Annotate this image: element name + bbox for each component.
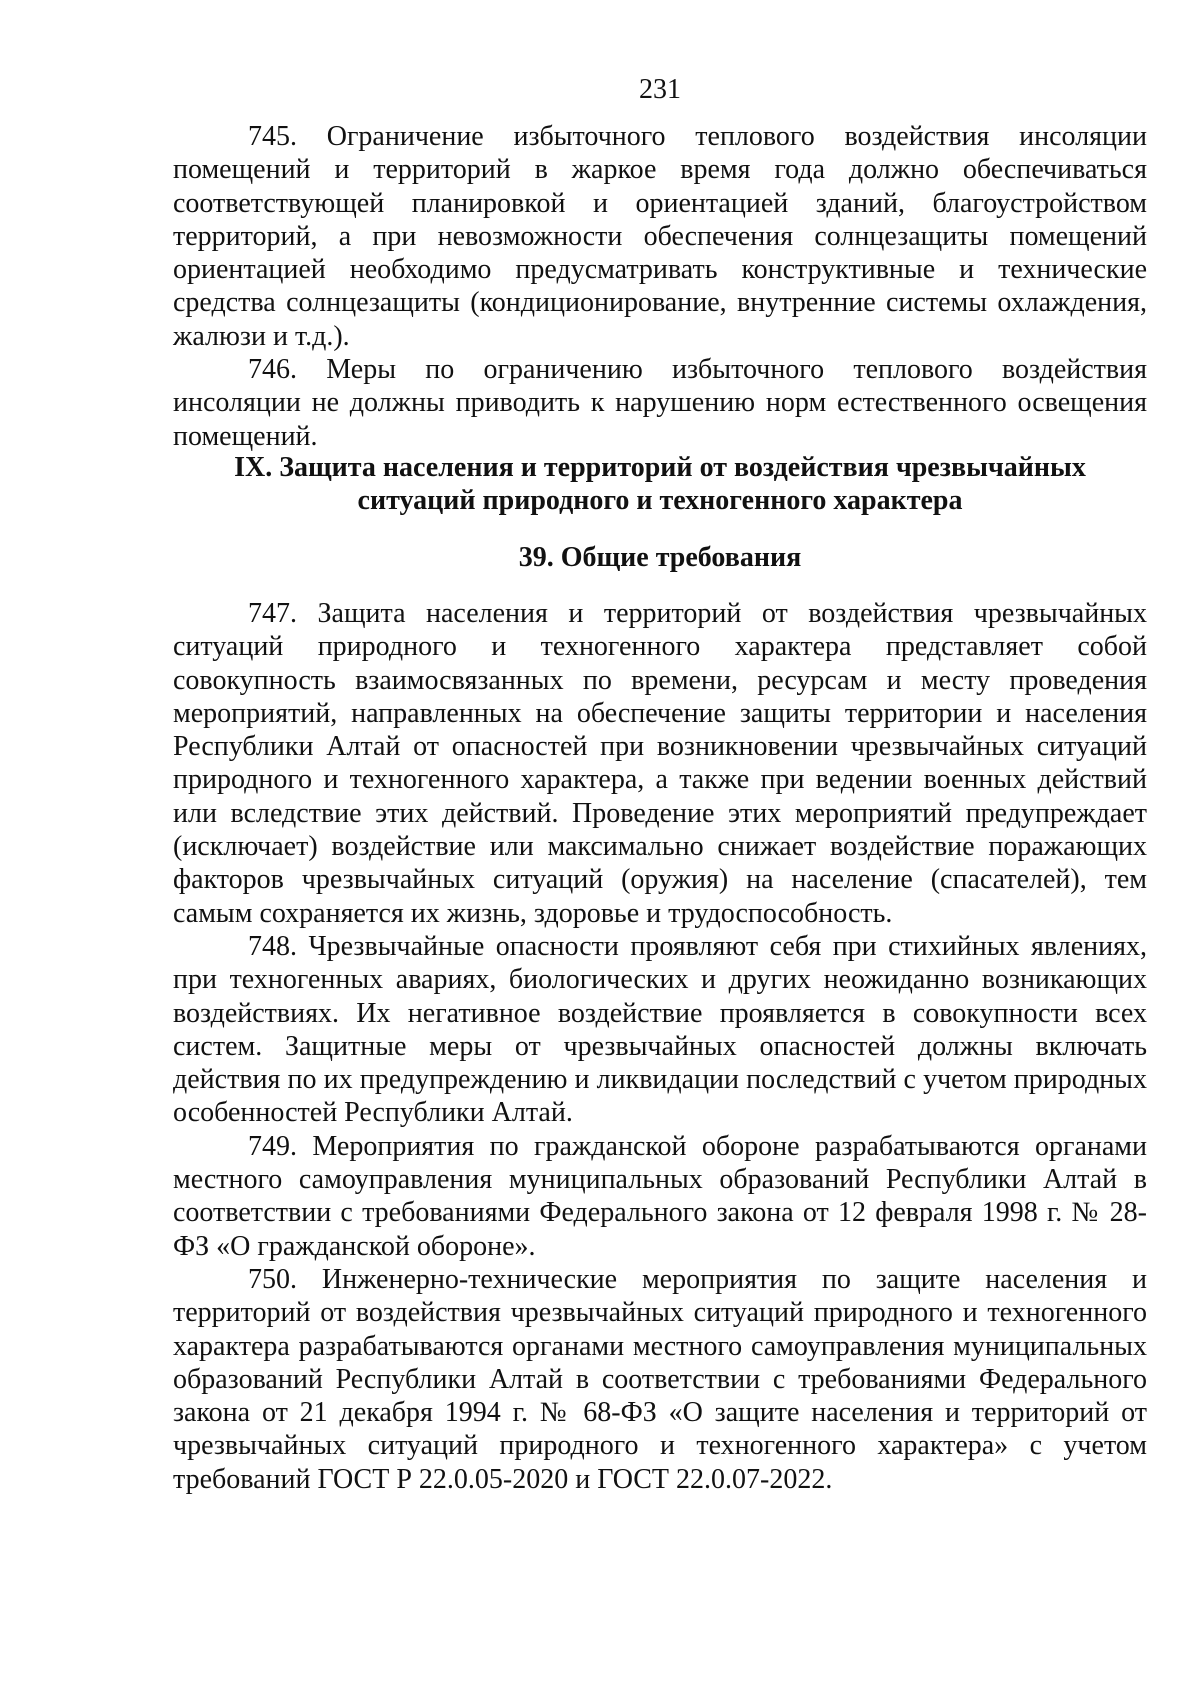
paragraph-746: 746. Меры по ограничению избыточного теплового воздействия инсоляции не должны приводить к нарушению норм естественного освещения помещений. xyxy=(173,354,1147,452)
paragraph-750: 750. Инженерно-технические мероприятия по защите населения и территорий от воздействия чрезвычайных ситуаций природного и техногенного характера разрабатываются органами местного самоуправления муниципальных образований Республики Алтай в соответствии с требованиями Федерального закона от 21 декабря 1994 г. № 68-ФЗ «О защите населения и территорий от чрезвычайных ситуаций природного и техногенного характера» с учетом требований ГОСТ Р 22.0.05-2020 и ГОСТ 22.0.07-2022. xyxy=(173,1263,1147,1495)
section-heading-line-2: ситуаций природного и техногенного характера xyxy=(357,485,963,516)
paragraph-748: 748. Чрезвычайные опасности проявляют себя при стихийных явлениях, при техногенных авариях, биологических и других неожиданно возникающих воздействиях. Их негативное воздействие проявляется в совокупности всех систем. Защитные меры от чрезвычайных опасностей должны включать действия по их предупреждению и ликвидации последствий с учетом природных особенностей Республики Алтай. xyxy=(173,930,1147,1129)
paragraph-745: 745. Ограничение избыточного теплового воздействия инсоляции помещений и территорий в жаркое время года должно обеспечиваться соответствующей планировкой и ориентацией зданий, благоустройством территорий, а при невозможности обеспечения солнцезащиты помещений ориентацией необходимо предусматривать конструктивные и технические средства солнцезащиты (кондиционирование, внутренние системы охлаждения, жалюзи и т.д.). xyxy=(173,121,1147,352)
section-heading-line-1: IX. Защита населения и территорий от воздействия чрезвычайных xyxy=(234,452,1086,483)
subsection-heading: 39. Общие требования xyxy=(518,542,802,573)
paragraph-749: 749. Мероприятия по гражданской обороне разрабатываются органами местного самоуправления муниципальных образований Республики Алтай в соответствии с требованиями Федерального закона от 12 февраля 1998 г. № 28-ФЗ «О гражданской обороне». xyxy=(173,1130,1147,1262)
paragraph-747: 747. Защита населения и территорий от воздействия чрезвычайных ситуаций природного и техногенного характера представляет собой совокупность взаимосвязанных по времени, ресурсам и месту проведения мероприятий, направленных на обеспечение защиты территории и населения Республики Алтай от опасностей при возникновении чрезвычайных ситуаций природного и техногенного характера, а также при ведении военных действий или вследствие этих действий. Проведение этих мероприятий предупреждает (исключает) воздействие или максимально снижает воздействие поражающих факторов чрезвычайных ситуаций (оружия) на население (спасателей), тем самым сохраняется их жизнь, здоровье и трудоспособность. xyxy=(173,598,1147,929)
paragraph-block-747-750 xyxy=(173,597,1147,1496)
paragraph-block-745-746 xyxy=(173,120,1147,453)
page-number: 231 xyxy=(639,74,681,105)
